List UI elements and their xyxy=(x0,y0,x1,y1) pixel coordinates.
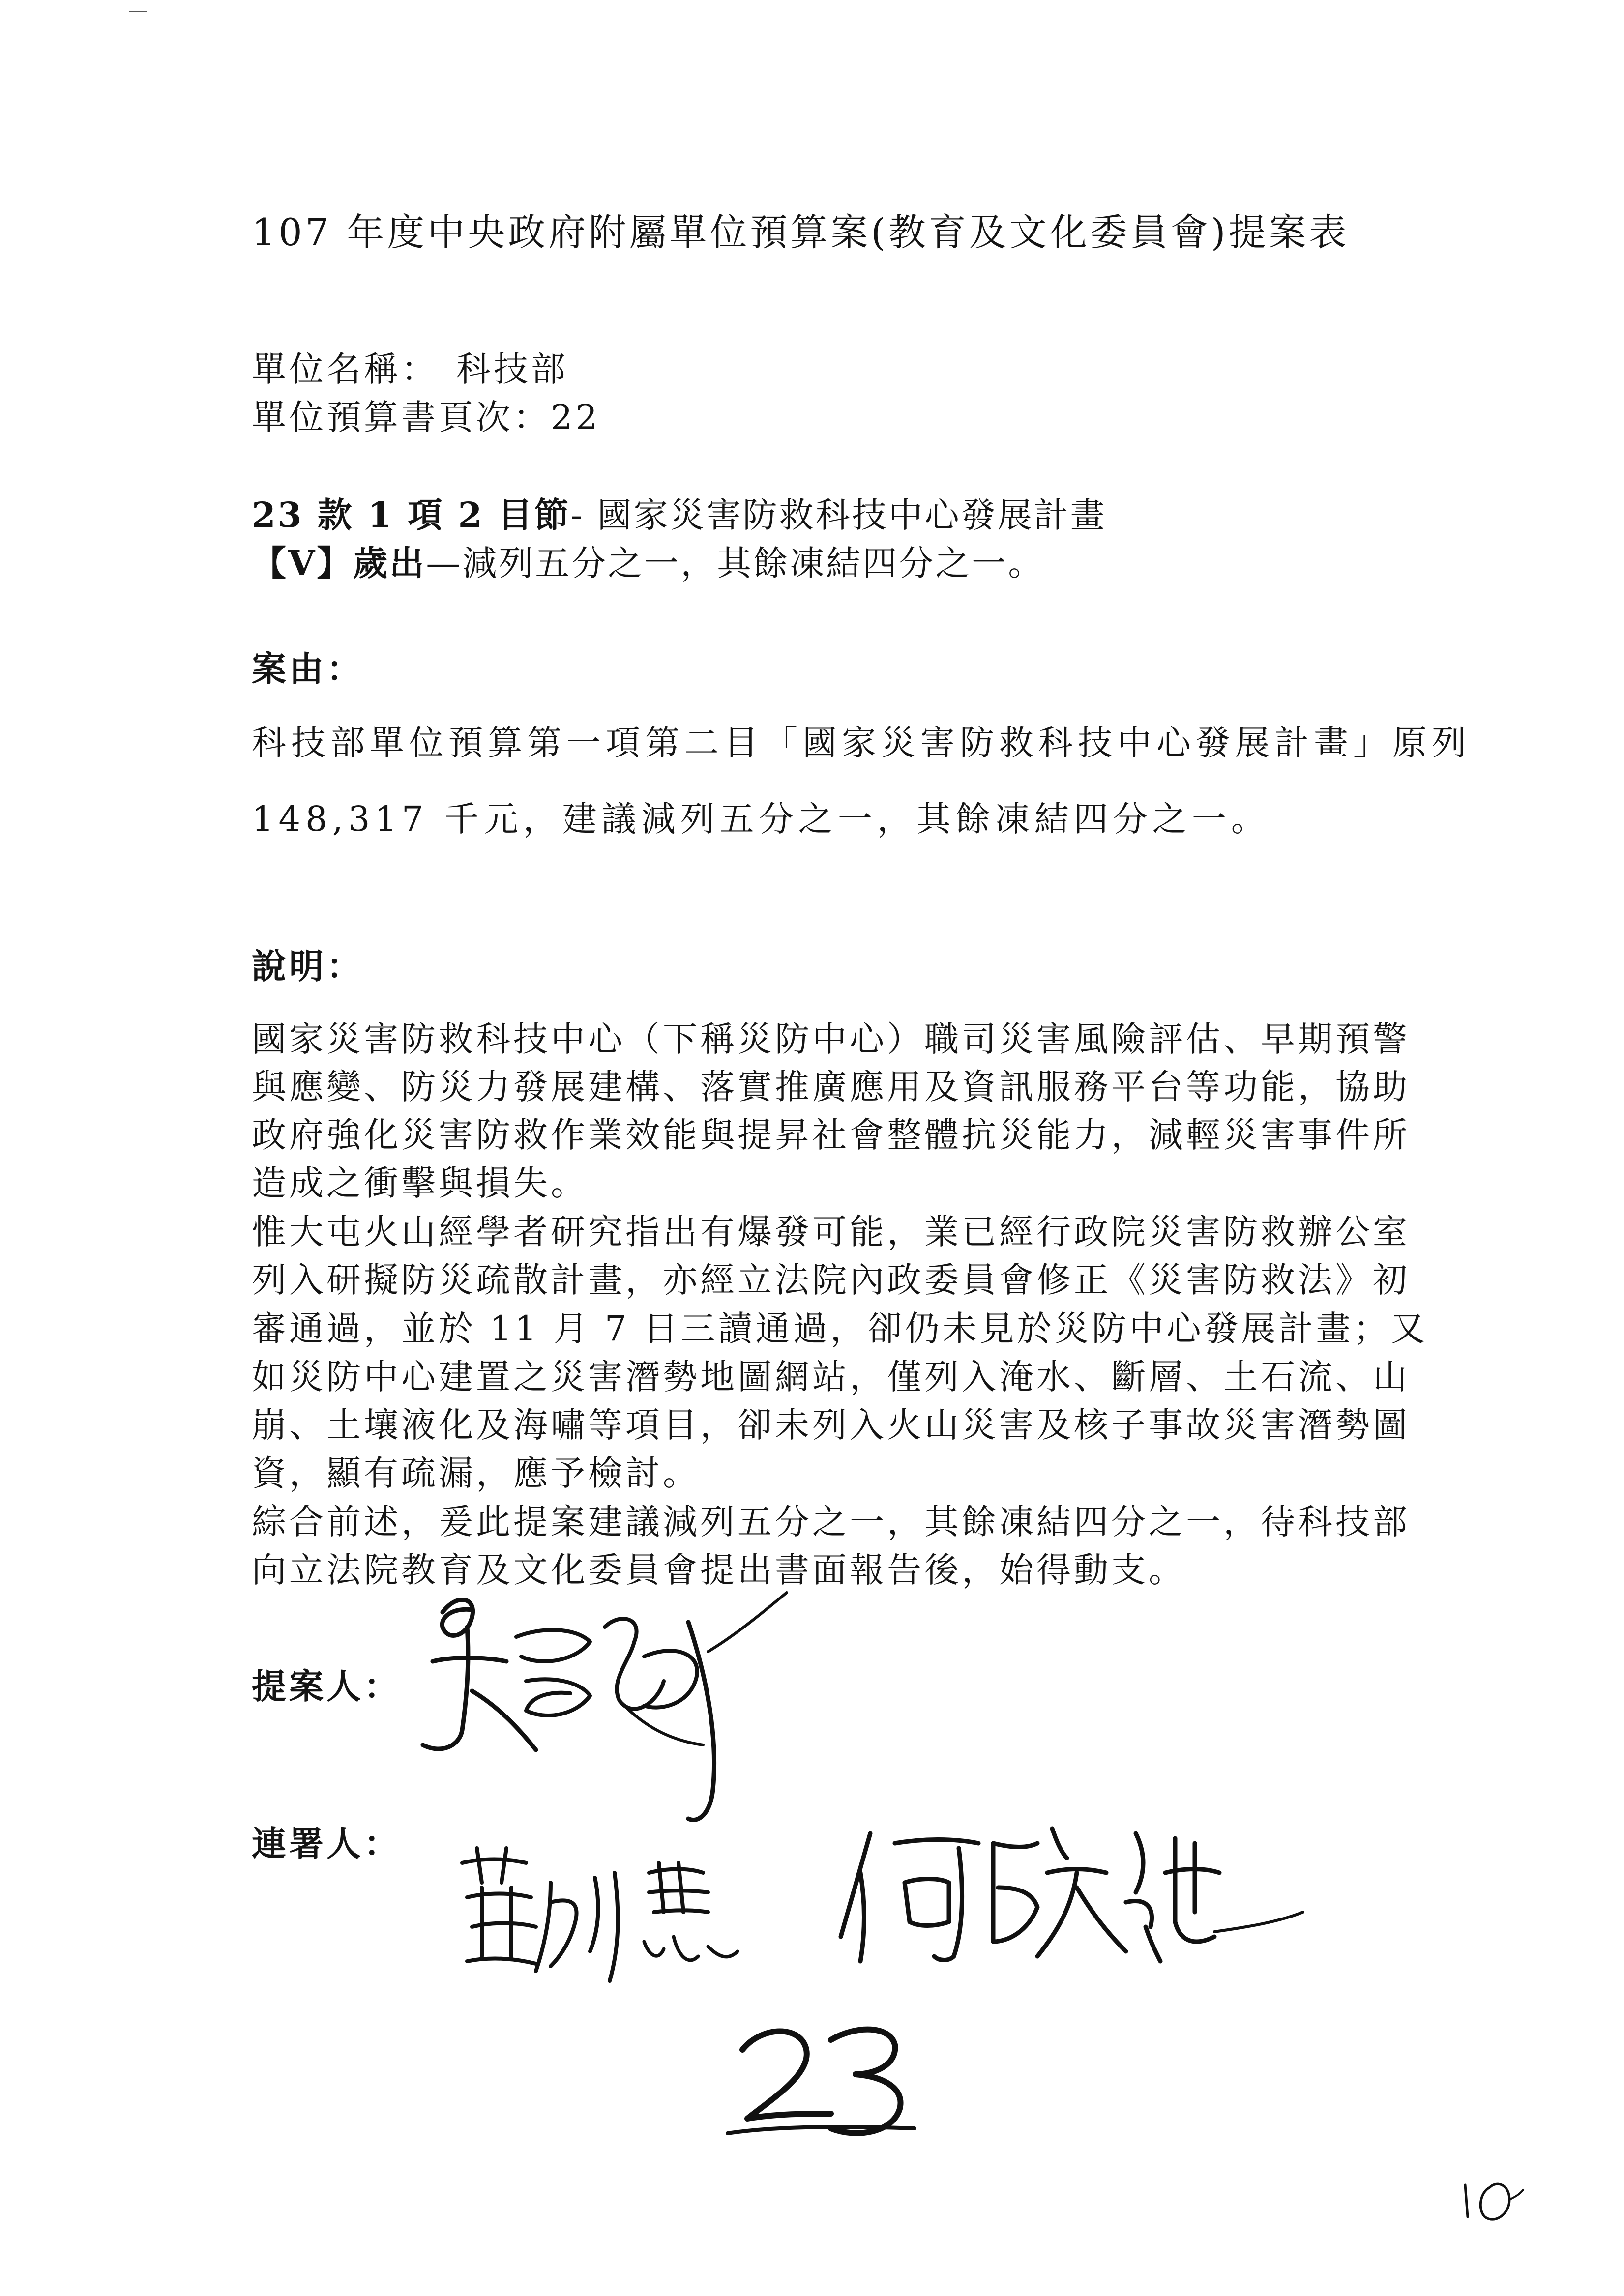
cosigner-signature-1 xyxy=(452,1843,747,1991)
budget-action-line xyxy=(252,536,1044,585)
explain-line: 與應變、防災力發展建構、落實推廣應用及資訊服務平台等功能，協助 xyxy=(252,1067,1410,1107)
unit-name-line xyxy=(252,342,568,391)
budget-item-code: 23 款 1 項 2 目節 xyxy=(252,494,571,535)
proposer-label: 提案人： xyxy=(252,1666,401,1707)
unit-name-label: 單位名稱： xyxy=(252,349,439,389)
document-title: 107 年度中央政府附屬單位預算案(教育及文化委員會)提案表 xyxy=(252,210,1350,254)
handwritten-page-number xyxy=(718,2015,924,2143)
explain-line: 向立法院教育及文化委員會提出書面報告後，始得動支。 xyxy=(252,1550,1186,1590)
explain-heading: 說明： xyxy=(252,946,364,987)
cosigner-label: 連署人： xyxy=(252,1823,401,1864)
scan-artifact xyxy=(129,11,147,12)
unit-name-value: 科技部 xyxy=(456,349,568,389)
explain-line: 崩、土壤液化及海嘯等項目，卻未列入火山災害及核子事故災害潛勢圖 xyxy=(252,1405,1410,1445)
explain-line: 審通過，並於 11 月 7 日三讀通過，卻仍未見於災防中心發展計畫；又 xyxy=(252,1308,1428,1349)
explain-line: 惟大屯火山經學者研究指出有爆發可能，業已經行政院災害防救辦公室 xyxy=(252,1212,1410,1252)
reason-line: 148,317 千元，建議減列五分之一，其餘凍結四分之一。 xyxy=(252,799,1270,839)
budget-action-type: 【V】歲出 xyxy=(252,543,426,583)
explain-line: 資，顯有疏漏，應予檢討。 xyxy=(252,1453,700,1493)
explain-line: 綜合前述，爰此提案建議減列五分之一，其餘凍結四分之一，待科技部 xyxy=(252,1502,1410,1542)
budget-page-line xyxy=(252,390,600,439)
budget-page-label: 單位預算書頁次： xyxy=(252,397,551,437)
explain-line: 國家災害防救科技中心（下稱災防中心）職司災害風險評估、早期預警 xyxy=(252,1019,1410,1059)
proposer-signature xyxy=(413,1583,856,1829)
cosigner-signature-2 xyxy=(831,1814,1323,1971)
budget-action-text: —減列五分之一，其餘凍結四分之一。 xyxy=(426,543,1045,583)
explain-line: 列入研擬防災疏散計畫，亦經立法院內政委員會修正《災害防救法》初 xyxy=(252,1260,1410,1300)
explain-line: 造成之衝擊與損失。 xyxy=(252,1163,588,1203)
budget-page-value: 22 xyxy=(551,397,601,437)
reason-heading: 案由： xyxy=(252,648,364,689)
explain-line: 政府強化災害防救作業效能與提昇社會整體抗災能力，減輕災害事件所 xyxy=(252,1115,1410,1155)
budget-item-line xyxy=(252,488,1107,537)
reason-line: 科技部單位預算第一項第二目「國家災害防救科技中心發展計畫」原列 xyxy=(252,723,1471,763)
budget-item-name: - 國家災害防救科技中心發展計畫 xyxy=(570,495,1107,535)
corner-page-mark xyxy=(1455,2170,1529,2224)
explain-line: 如災防中心建置之災害潛勢地圖網站，僅列入淹水、斷層、土石流、山 xyxy=(252,1357,1410,1397)
